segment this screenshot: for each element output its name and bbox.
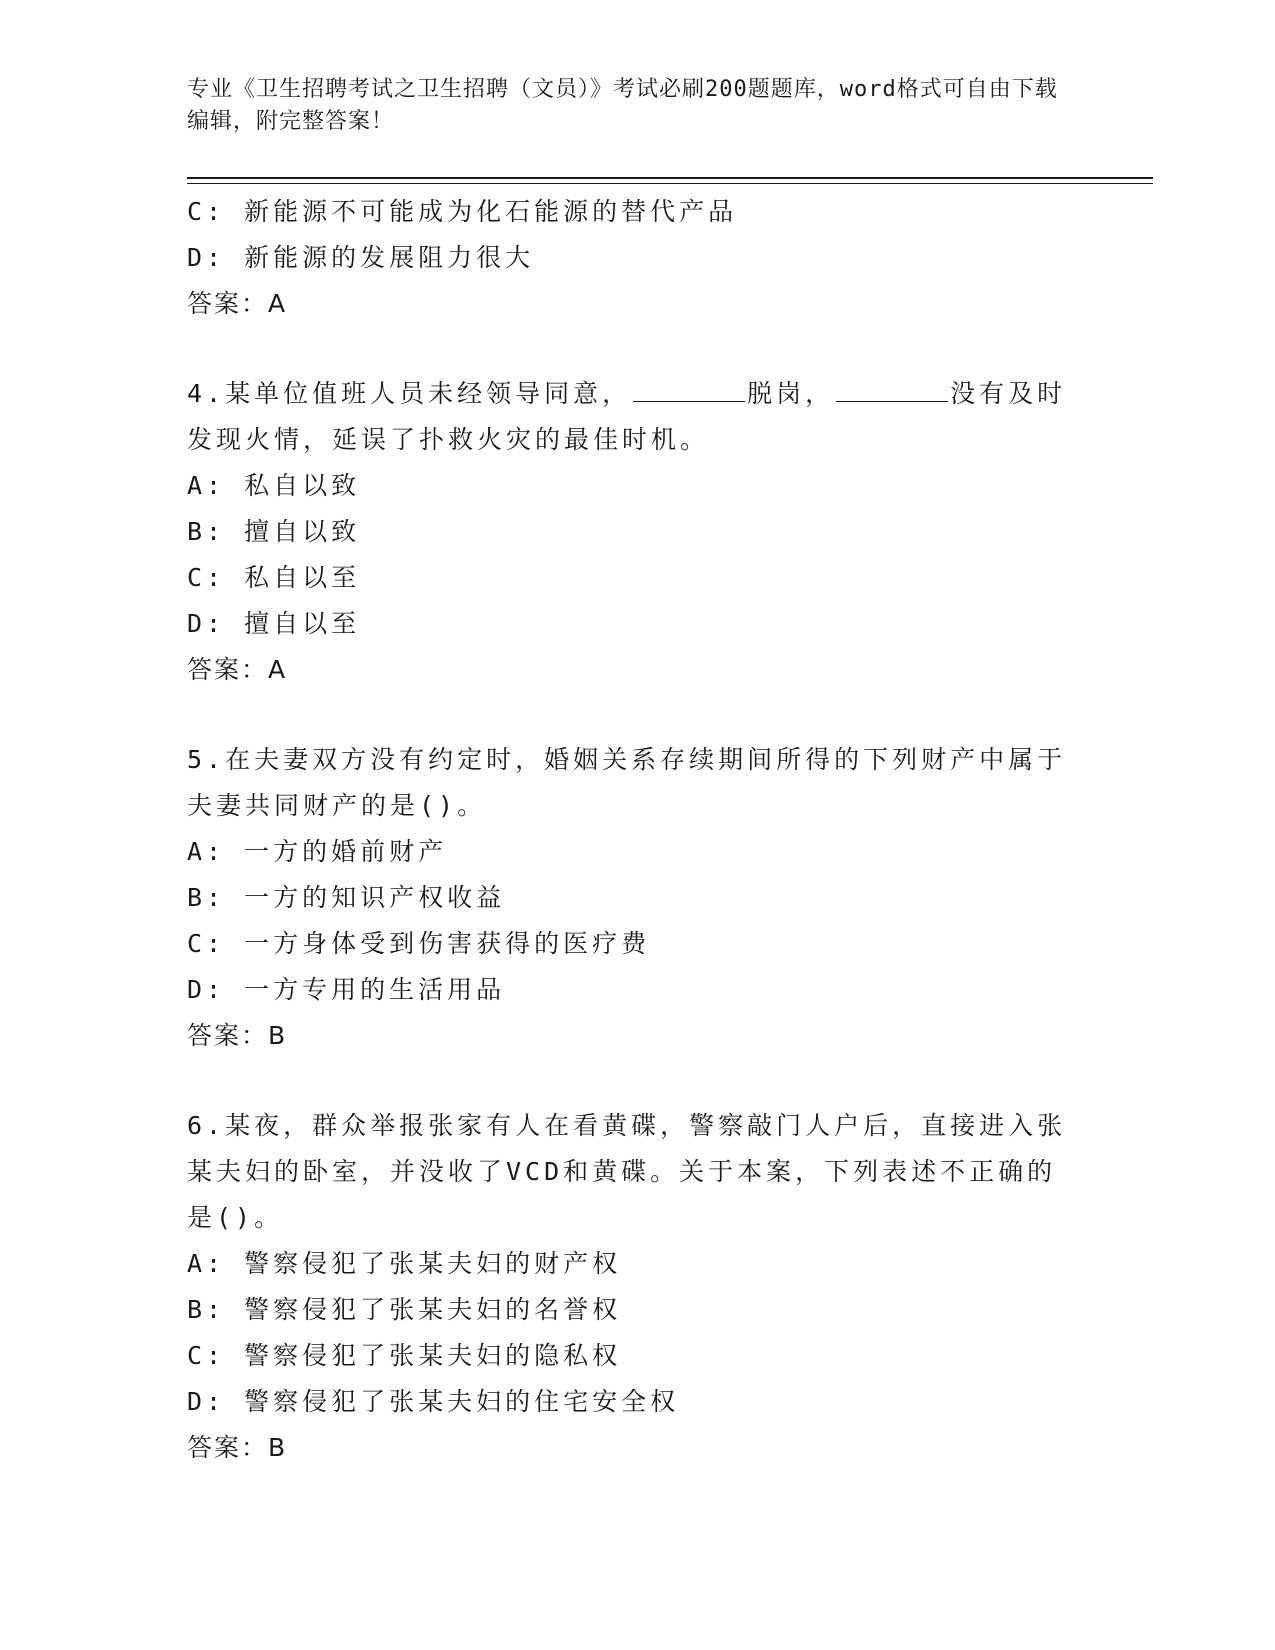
spacer bbox=[187, 693, 1067, 737]
option-b: B: 擅自以致 bbox=[187, 517, 361, 546]
question-6 bbox=[187, 1103, 1067, 1471]
stem-text: 没有及时 bbox=[950, 379, 1067, 408]
fill-blank bbox=[633, 371, 745, 402]
question-stem: 是()。 bbox=[187, 1203, 284, 1232]
header-rule-thin bbox=[187, 183, 1153, 184]
answer: 答案：B bbox=[187, 1433, 288, 1462]
option-d: D: 一方专用的生活用品 bbox=[187, 975, 506, 1004]
question-stem: 5.在夫妻双方没有约定时，婚姻关系存续期间所得的下列财产中属于 bbox=[187, 745, 1067, 774]
option-a: A: 私自以致 bbox=[187, 471, 361, 500]
header-rule-thick bbox=[187, 177, 1153, 179]
option-d: D: 新能源的发展阻力很大 bbox=[187, 243, 535, 272]
question-stem: 夫妻共同财产的是()。 bbox=[187, 791, 487, 820]
answer: 答案：A bbox=[187, 289, 288, 318]
option-c: C: 新能源不可能成为化石能源的替代产品 bbox=[187, 197, 738, 226]
option-a: A: 警察侵犯了张某夫妇的财产权 bbox=[187, 1249, 622, 1278]
option-b: B: 警察侵犯了张某夫妇的名誉权 bbox=[187, 1295, 622, 1324]
question-stem bbox=[187, 371, 1067, 417]
option-b: B: 一方的知识产权收益 bbox=[187, 883, 506, 912]
option-c: C: 私自以至 bbox=[187, 563, 361, 592]
question-stem: 6.某夜，群众举报张家有人在看黄碟，警察敲门人户后，直接进入张 bbox=[187, 1111, 1067, 1140]
answer: 答案：B bbox=[187, 1021, 288, 1050]
question-stem: 某夫妇的卧室，并没收了VCD和黄碟。关于本案，下列表述不正确的 bbox=[187, 1157, 1057, 1186]
option-a: A: 一方的婚前财产 bbox=[187, 837, 448, 866]
question-3 bbox=[187, 189, 1067, 327]
option-c: C: 警察侵犯了张某夫妇的隐私权 bbox=[187, 1341, 622, 1370]
answer: 答案：A bbox=[187, 655, 288, 684]
document-header: 专业《卫生招聘考试之卫生招聘（文员）》考试必刷200题题库，word格式可自由下载编辑，附完整答案！ bbox=[187, 77, 1058, 134]
option-d: D: 擅自以至 bbox=[187, 609, 361, 638]
stem-text: 4.某单位值班人员未经领导同意， bbox=[187, 379, 632, 408]
question-4 bbox=[187, 371, 1067, 693]
stem-text: 脱岗， bbox=[747, 379, 835, 408]
question-stem: 发现火情，延误了扑救火灾的最佳时机。 bbox=[187, 425, 710, 454]
question-content bbox=[187, 189, 1067, 1471]
spacer bbox=[187, 1059, 1067, 1103]
option-c: C: 一方身体受到伤害获得的医疗费 bbox=[187, 929, 651, 958]
question-5 bbox=[187, 737, 1067, 1059]
fill-blank bbox=[836, 371, 948, 402]
option-d: D: 警察侵犯了张某夫妇的住宅安全权 bbox=[187, 1387, 680, 1416]
spacer bbox=[187, 327, 1067, 371]
